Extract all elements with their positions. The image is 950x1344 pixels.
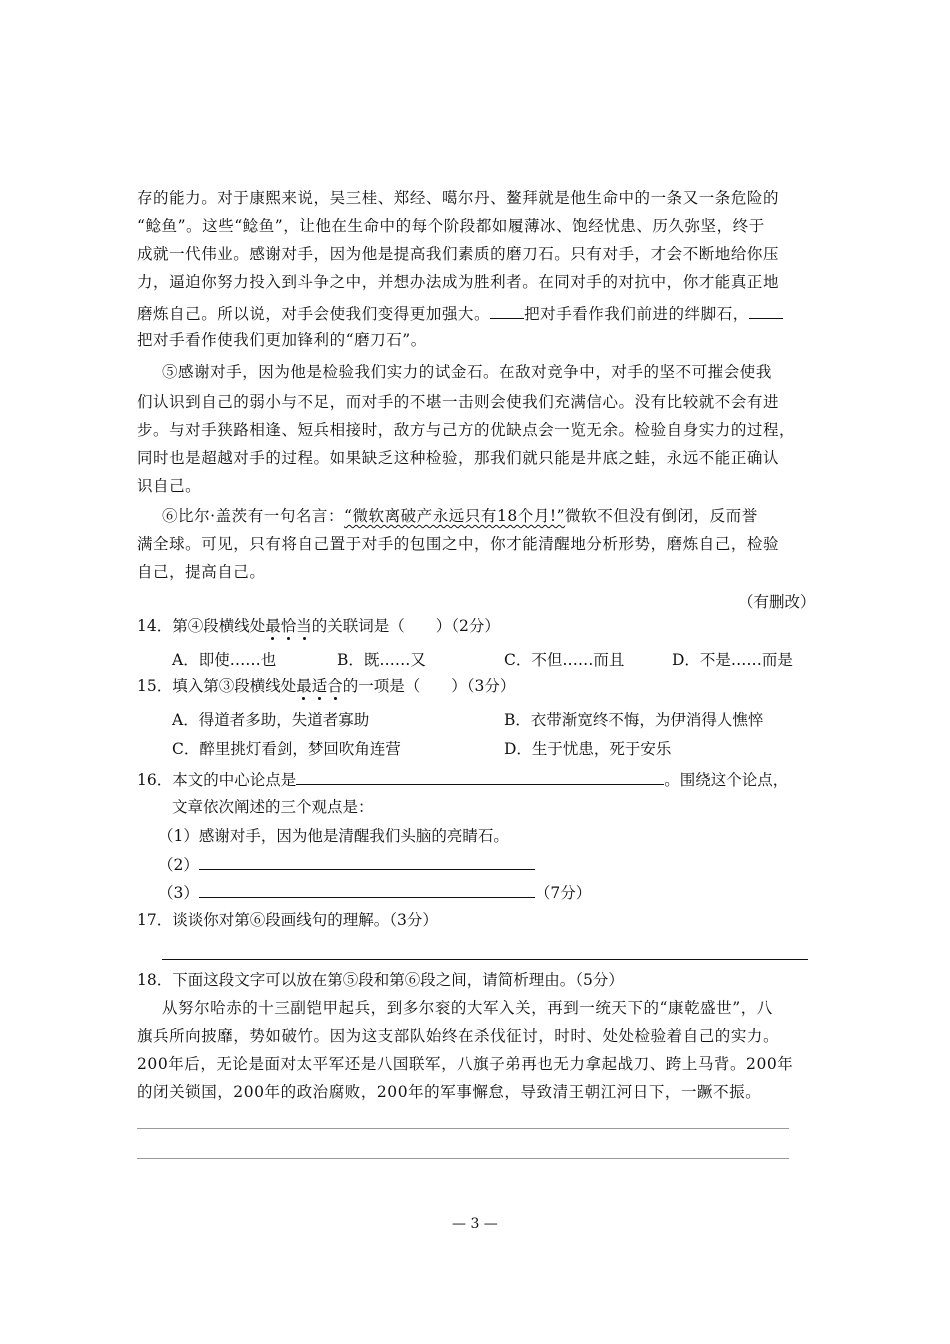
source-note: （有删改） — [738, 593, 816, 611]
q16-item-3 — [158, 881, 591, 903]
page-number: — 3 — — [452, 1216, 498, 1232]
q18-passage-line-4: 的闭关锁国，200年的政治腐败，200年的军事懈怠，导致清王朝江河日下，一蹶不振。 — [137, 1083, 762, 1101]
q15-post: 的一项是（ ）（3分） — [342, 677, 516, 695]
p4-line-5-text: 磨炼自己。所以说，对手会使我们变得更加强大。 — [137, 305, 491, 323]
p6-line-3: 自己，提高自己。 — [137, 563, 266, 581]
p4-line-3: 成就一代伟业。感谢对手，因为他是提高我们素质的磨刀石。只有对手，才会不断地给你压 — [137, 245, 780, 263]
q15-option-b[interactable]: B．衣带渐宽终不悔，为伊消得人憔悴 — [504, 711, 764, 729]
p4-blank-1[interactable] — [490, 302, 524, 319]
q15-stem — [137, 676, 515, 696]
q14-stem — [137, 616, 500, 636]
q14-pre: 14．第④段横线处 — [137, 617, 266, 635]
q15-option-a[interactable]: A．得道者多助，失道者寡助 — [172, 711, 370, 729]
q14-option-b[interactable]: B．既……又 — [337, 651, 426, 669]
q14-emph-3: 当 — [296, 617, 312, 635]
p5-line-3: 步。与对手狭路相逢、短兵相接时，敌方与己方的优缺点会一览无余。检验自身实力的过程， — [137, 421, 796, 439]
p5-line-5: 识自己。 — [137, 477, 202, 495]
q15-emph-1: 最 — [296, 677, 312, 695]
p5-line-1: ⑤感谢对手，因为他是检验我们实力的试金石。在敌对竞争中，对手的坚不可摧会使我 — [162, 363, 772, 381]
q14-post: 的关联词是（ ）（2分） — [311, 617, 500, 635]
p6-head: ⑥比尔·盖茨有一句名言： — [162, 507, 345, 525]
p6-underlined-quote: “微软离破产永远只有18个月!” — [344, 507, 566, 525]
p4-blank-tail: 把对手看作我们前进的绊脚石， — [524, 305, 749, 323]
q16-score: （7分） — [534, 884, 592, 902]
p6-line-2: 满全球。可见，只有将自己置于对手的包围之中，你才能清醒地分析形势，磨炼自己，检验 — [137, 535, 780, 553]
q16-item-3-blank[interactable] — [199, 881, 535, 898]
q14-emph-1: 最 — [265, 617, 281, 635]
q16-item-1: （1）感谢对手，因为他是清醒我们头脑的亮睛石。 — [158, 827, 509, 845]
q17-stem: 17．谈谈你对第⑥段画线句的理解。（3分） — [137, 911, 438, 929]
q16-line-2: 文章依次阐述的三个观点是： — [172, 798, 374, 816]
q14-option-d[interactable]: D．不是……而是 — [672, 651, 793, 669]
p6-line-1 — [162, 506, 758, 526]
q16-pre: 16．本文的中心论点是 — [137, 771, 297, 789]
q15-option-d[interactable]: D．生于忧患，死于安乐 — [504, 740, 672, 758]
q16-item-2-label: （2） — [158, 856, 199, 874]
p5-line-4: 同时也是超越对手的过程。如果缺乏这种检验，那我们就只能是井底之蛙，永远不能正确认 — [137, 449, 780, 467]
q16-item-2-blank[interactable] — [199, 853, 535, 870]
q16-item-2 — [158, 853, 535, 875]
q18-passage-line-2: 旗兵所向披靡，势如破竹。因为这支部队始终在杀伐征讨，时时、处处检验着自己的实力。 — [137, 1027, 780, 1045]
q18-passage-line-3: 200年后，无论是面对太平军还是八国联军，八旗子弟再也无力拿起战刀、跨上马背。200年 — [137, 1055, 794, 1073]
q15-option-c[interactable]: C．醉里挑灯看剑，梦回吹角连营 — [172, 740, 401, 758]
p4-line-1: 存的能力。对于康熙来说，吴三桂、郑经、噶尔丹、鳌拜就是他生命中的一条又一条危险的 — [137, 189, 780, 207]
p4-line-4: 力，逼迫你努力投入到斗争之中，并想办法成为胜利者。在同对手的对抗中，你才能真正地 — [137, 273, 780, 291]
q16-stem — [137, 768, 788, 790]
q14-option-c[interactable]: C．不但……而且 — [504, 651, 625, 669]
p4-blank-2[interactable] — [749, 302, 783, 319]
q16-item-3-label: （3） — [158, 884, 199, 902]
q16-post: 。围绕这个论点， — [664, 771, 789, 789]
q18-answer-line-2[interactable] — [137, 1158, 789, 1159]
q16-thesis-blank[interactable] — [296, 768, 664, 785]
q15-emph-3: 合 — [327, 677, 343, 695]
q14-option-a[interactable]: A．即使……也 — [172, 651, 277, 669]
q14-emph-2: 恰 — [280, 617, 297, 635]
q18-answer-line-1[interactable] — [137, 1128, 789, 1129]
p4-line-5 — [137, 302, 783, 324]
p5-line-2: 们认识到自己的弱小与不足，而对手的不堪一击则会使我们充满信心。没有比较就不会有进 — [137, 393, 780, 411]
q18-passage-line-1: 从努尔哈赤的十三副铠甲起兵，到多尔衮的大军入关，再到一统天下的“康乾盛世”，八 — [162, 999, 773, 1017]
q17-answer-line[interactable] — [162, 959, 808, 960]
p6-tail: 微软不但没有倒闭，反而誉 — [565, 507, 758, 525]
q18-stem: 18．下面这段文字可以放在第⑤段和第⑥段之间，请简析理由。（5分） — [137, 971, 624, 989]
q15-pre: 15．填入第③段横线处 — [137, 677, 297, 695]
p4-line-2: “鲶鱼”。这些“鲶鱼”，让他在生命中的每个阶段都如履薄冰、饱经忧患、历久弥坚，终于 — [137, 217, 765, 235]
p4-line-6: 把对手看作使我们更加锋利的“磨刀石”。 — [137, 331, 427, 349]
q15-emph-2: 适 — [311, 677, 328, 695]
